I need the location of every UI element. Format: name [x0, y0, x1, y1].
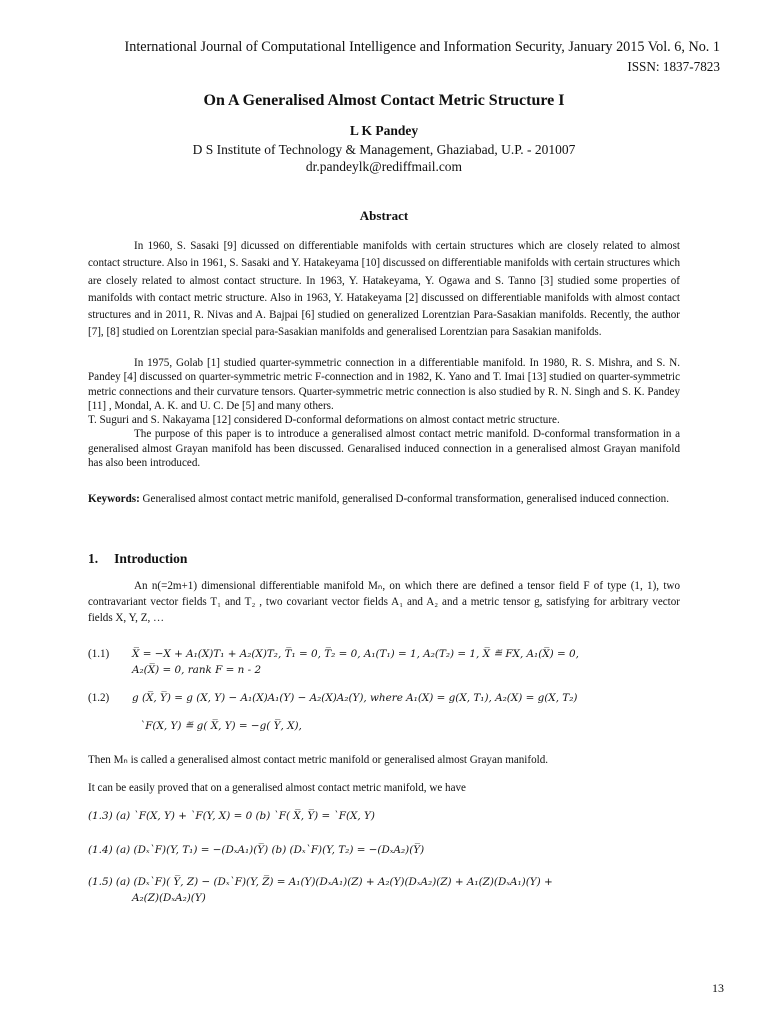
then-statement: Then Mₙ is called a generalised almost contact metric manifold or generalised almost Grayan manifold. [88, 754, 549, 766]
section-number: 1. [88, 551, 99, 566]
journal-title-line: International Journal of Computational Intelligence and Information Security, January 2015 Vol. 6, No. 1 [124, 39, 720, 55]
equation-line: (1.4) (a) (DₓˋF)(Y, T₁) = −(DₓA₁)(Y̅) (b) (DₓˋF)(Y, T₂) = −(DₓA₂)(Y̅) [88, 844, 425, 856]
equation-label: (1.1) [88, 648, 110, 660]
equation-1-2 [88, 690, 577, 707]
equation-1-2-continued [140, 720, 302, 732]
equation-line: A₂(X̅) = 0, rank F = n - 2 [132, 664, 262, 676]
journal-header [60, 38, 720, 76]
equation-line: (1.5) (a) (DₓˋF)( Y̅, Z) − (DₓˋF)(Y, Z̅) = A₁(Y)(DₓA₁)(Z) + A₂(Y)(DₓA₂)(Z) + A₁(Z)(DₓA₁)(Y) + [88, 876, 553, 888]
equation-line: g (X̅, Y̅) = g (X, Y) − A₁(X)A₁(Y) − A₂(X)A₂(Y), where A₁(X) = g(X, T₁), A₂(X) = g(X, T₂) [132, 692, 578, 704]
keywords [88, 492, 680, 507]
equation-line: A₂(Z)(DₓA₂)(Y) [132, 892, 206, 904]
author-email: dr.pandeylk@rediffmail.com [305, 159, 463, 174]
abstract-text-1: In 1960, S. Sasaki [9] dicussed on differentiable manifolds with certain structures which are closely related to almost contact structure. Also in 1961, S. Sasaki and Y. Hatakeyama [10] discussed on differentiable manifolds with certain structures which are closely related to almost contact structure. In 1963, Y. Hatakeyama, Y. Ogawa and S. Tanno [3] studied some properties of manifolds with contact metric structure. Also in 1963, Y. Hatakeyama [2] discussed on differentiable manifolds with almost contact structures and in 2011, R. Nivas and A. Bajpai [6] studied on generalized Lorentzian Para-Sasakian manifolds. Recently, the author [7], [8] studied on Lorentzian special para-Sasakian manifolds and generalised Lorentzian para Sasakian manifolds. [88, 240, 680, 339]
abstract-heading: Abstract [359, 208, 409, 223]
abstract-text-3: T. Suguri and S. Nakayama [12] considered D-conformal deformations on almost contact metric structure. [88, 414, 560, 427]
keywords-label: Keywords: [88, 493, 140, 505]
intro-paragraph [88, 578, 680, 626]
equation-1-5 [88, 874, 553, 891]
abstract-text-2: In 1975, Golab [1] studied quarter-symmetric connection in a differentiable manifold. In 1980, R. S. Mishra, and S. N. Pandey [4] discussed on quarter-symmetric metric F-connection and in 1982, K. Yano and T. Imai [13] studied on quarter-symmetric metric connections and their curvature tensors. Quarter-symmetric metric connection is also studied by R. N. Singh and S. K. Pandey [11] , Mondal, A. K. and U. C. De [5] and many others. [88, 357, 680, 412]
equation-1-1 [88, 646, 579, 663]
journal-issn-line: ISSN: 1837-7823 [627, 59, 720, 74]
keywords-text: Generalised almost contact metric manifold, generalised D-conformal transformation, generalised induced connection. [139, 493, 669, 505]
equation-1-5-continued [132, 892, 206, 904]
abstract-paragraph-1 [88, 238, 680, 342]
abstract-paragraph-2 [88, 356, 680, 470]
author-name: L K Pandey [349, 123, 419, 138]
equation-label: (1.2) [88, 692, 110, 704]
equation-line: X̅ = −X + A₁(X)T₁ + A₂(X)T₂, T̅₁ = 0, T̅₂ = 0, A₁(T₁) = 1, A₂(T₂) = 1, X̅ ≝ FX, A₁(X̅) = 0, [132, 648, 579, 660]
paper-title: On A Generalised Almost Contact Metric Structure I [203, 92, 565, 109]
section-heading-introduction [88, 551, 203, 567]
equation-1-3 [88, 808, 375, 825]
abstract-text-4: The purpose of this paper is to introduce a generalised almost contact metric manifold. D-conformal transformation in a generalised almost Grayan manifold has been discussed. Genaralised induced connection in a generalised almost Grayan manifold has also been introduced. [88, 428, 680, 470]
equation-line: ˋF(X, Y) ≝ g( X̅, Y) = −g( Y̅, X), [140, 720, 302, 732]
equation-line: (1.3) (a) ˋF(X, Y) + ˋF(Y, X) = 0 (b) ˋF( X̅, Y̅) = ˋF(X, Y) [88, 810, 375, 822]
proved-statement: It can be easily proved that on a generalised almost contact metric manifold, we have [88, 782, 466, 794]
page-number: 13 [712, 981, 724, 995]
equation-1-4 [88, 842, 424, 859]
author-affiliation [0, 141, 768, 175]
affiliation-line: D S Institute of Technology & Management, Ghaziabad, U.P. - 201007 [192, 142, 576, 157]
section-title: Introduction [114, 551, 188, 566]
intro-text: An n(=2m+1) dimensional differentiable manifold Mₙ, on which there are defined a tensor field F of type (1, 1), two contravariant vector fields T₁ and T₂ , two covariant vector fields A₁ and A₂ and a metric tensor g, satisfying for arbitrary vector fields X, Y, Z, … [88, 580, 680, 624]
equation-1-1-continued [132, 664, 261, 676]
